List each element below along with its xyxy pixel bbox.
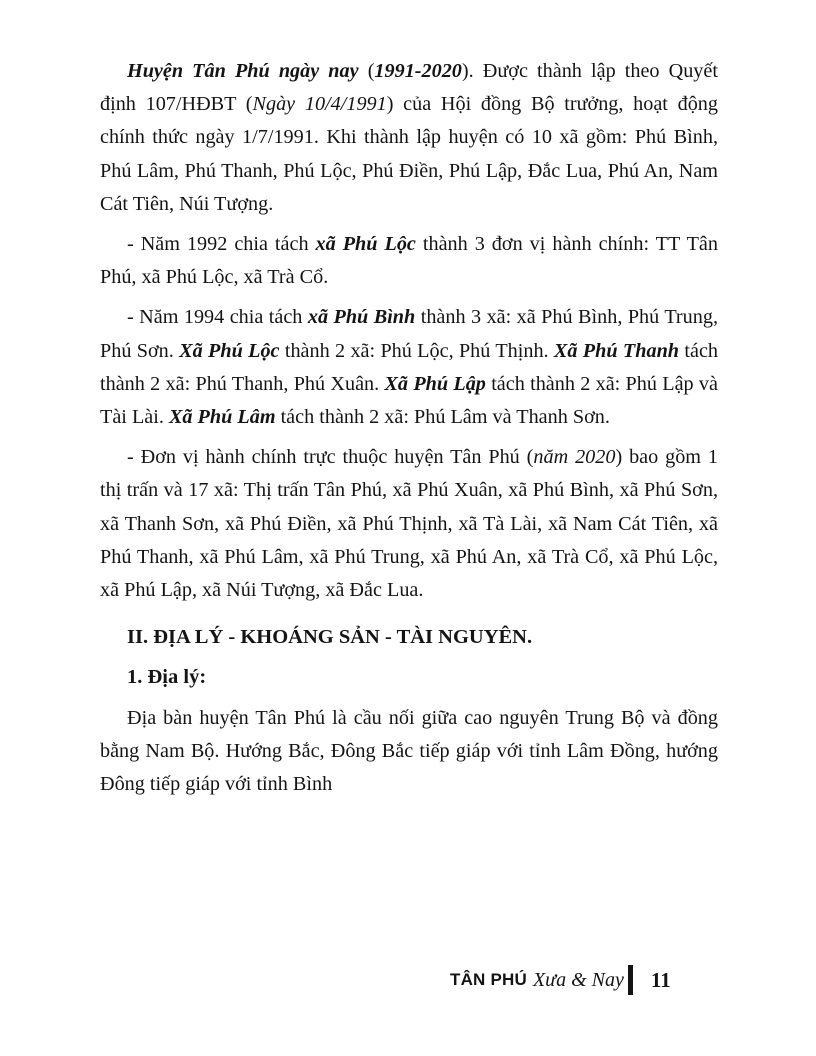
page-footer	[450, 966, 671, 994]
footer-book-name: TÂN PHÚ	[450, 970, 527, 989]
emphasis-commune: Xã Phú Lộc	[179, 339, 280, 362]
emphasis-year: năm 2020	[533, 446, 616, 469]
emphasis-commune: Xã Phú Lập	[384, 372, 486, 395]
paragraph-2020-units: - Đơn vị hành chính trực thuộc huyện Tân Phú (năm 2020) bao gồm 1 thị trấn và 17 xã: Thị trấn Tân Phú, xã Phú Xuân, xã Phú Bình, xã Phú Sơn, xã Thanh Sơn, xã Phú Điền, xã Phú Thịnh, xã Tà Lài, xã Nam Cát Tiên, xã Phú Thanh, xã Phú Lâm, xã Phú Trung, xã Phú An, xã Trà Cổ, xã Phú Lộc, xã Phú Lập, xã Núi Tượng, xã Đắc Lua.	[100, 446, 718, 602]
year-range: 1991-2020	[374, 60, 462, 82]
emphasis-commune: xã Phú Lộc	[315, 233, 416, 256]
page-number: 11	[650, 967, 671, 992]
emphasis-commune: Xã Phú Thanh	[553, 339, 680, 362]
subsection-heading: 1. Địa lý:	[127, 666, 207, 689]
paragraph-1992-split: - Năm 1992 chia tách xã Phú Lộc thành 3 đơn vị hành chính: TT Tân Phú, xã Phú Lộc, xã Trà Cổ.	[100, 233, 718, 289]
emphasis-commune: Xã Phú Lâm	[168, 406, 276, 429]
paragraph-lead: Huyện Tân Phú ngày nay	[127, 60, 359, 82]
paragraph-geography: Địa bàn huyện Tân Phú là cầu nối giữa cao nguyên Trung Bộ và đồng bằng Nam Bộ. Hướng Bắc, Đông Bắc tiếp giáp với tỉnh Lâm Đồng, hướng Đông tiếp giáp với tỉnh Bình	[100, 706, 718, 796]
decision-date: Ngày 10/4/1991	[252, 93, 387, 116]
emphasis-commune: xã Phú Bình	[307, 306, 416, 329]
section-heading: II. ĐỊA LÝ - KHOÁNG SẢN - TÀI NGUYÊN.	[127, 626, 533, 649]
page-body	[100, 55, 718, 801]
paragraph-history-overview: Huyện Tân Phú ngày nay (1991-2020). Được thành lập theo Quyết định 107/HĐBT (Ngày 10/4/1991) của Hội đồng Bộ trưởng, hoạt động chính thức ngày 1/7/1991. Khi thành lập huyện có 10 xã gồm: Phú Bình, Phú Lâm, Phú Thanh, Phú Lộc, Phú Điền, Phú Lập, Đắc Lua, Phú An, Nam Cát Tiên, Núi Tượng.	[100, 60, 718, 215]
paragraph-1994-split: - Năm 1994 chia tách xã Phú Bình thành 3 xã: xã Phú Bình, Phú Trung, Phú Sơn. Xã Phú Lộc thành 2 xã: Phú Lộc, Phú Thịnh. Xã Phú Thanh tách thành 2 xã: Phú Thanh, Phú Xuân. Xã Phú Lập tách thành 2 xã: Phú Lập và Tài Lài. Xã Phú Lâm tách thành 2 xã: Phú Lâm và Thanh Sơn.	[100, 306, 718, 429]
footer-subtitle: Xưa & Nay	[532, 968, 624, 991]
footer-divider	[628, 965, 633, 995]
